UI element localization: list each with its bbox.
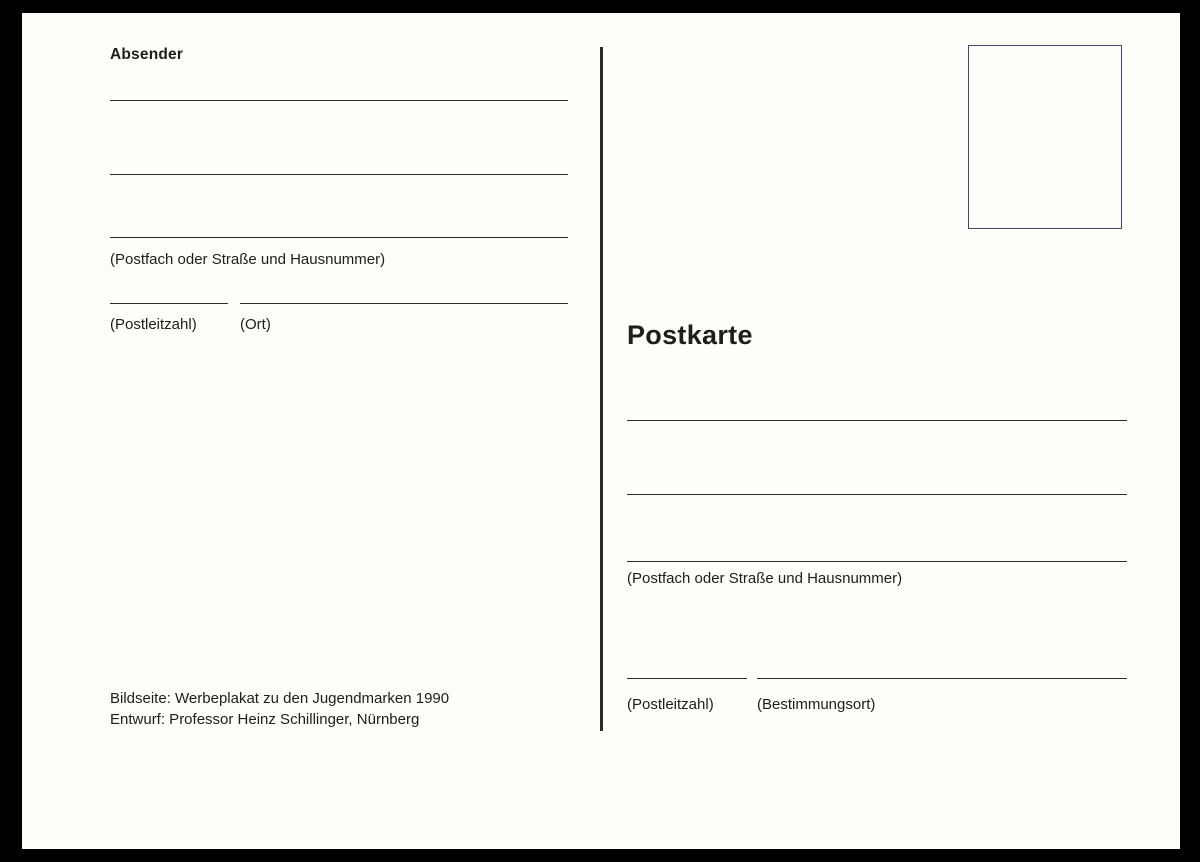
stamp-placement-box: [968, 45, 1122, 229]
address-postcode-line[interactable]: [627, 678, 747, 679]
sender-name-line[interactable]: [110, 100, 568, 101]
credits-line-1: Bildseite: Werbeplakat zu den Jugendmarken 1990: [110, 690, 450, 707]
sender-heading: Absender: [110, 46, 184, 63]
sender-postcode-line[interactable]: [110, 303, 228, 304]
sender-postcode-caption: (Postleitzahl): [110, 316, 197, 333]
address-city-caption: (Bestimmungsort): [757, 696, 876, 713]
address-extra-line[interactable]: [627, 494, 1127, 495]
address-street-line[interactable]: [627, 561, 1127, 562]
sender-street-caption: (Postfach oder Straße und Hausnummer): [110, 251, 386, 268]
address-street-caption: (Postfach oder Straße und Hausnummer): [627, 570, 903, 587]
credits-line-2: Entwurf: Professor Heinz Schillinger, Nürnberg: [110, 711, 420, 728]
postcard-back: [22, 13, 1180, 849]
postcard-title: Postkarte: [627, 320, 753, 350]
sender-street-line[interactable]: [110, 237, 568, 238]
image-credits: [110, 688, 449, 730]
address-postcode-caption: (Postleitzahl): [627, 696, 714, 713]
address-city-line[interactable]: [757, 678, 1127, 679]
center-divider: [600, 47, 603, 731]
address-name-line[interactable]: [627, 420, 1127, 421]
sender-extra-line[interactable]: [110, 174, 568, 175]
sender-city-line[interactable]: [240, 303, 568, 304]
sender-city-caption: (Ort): [240, 316, 271, 333]
